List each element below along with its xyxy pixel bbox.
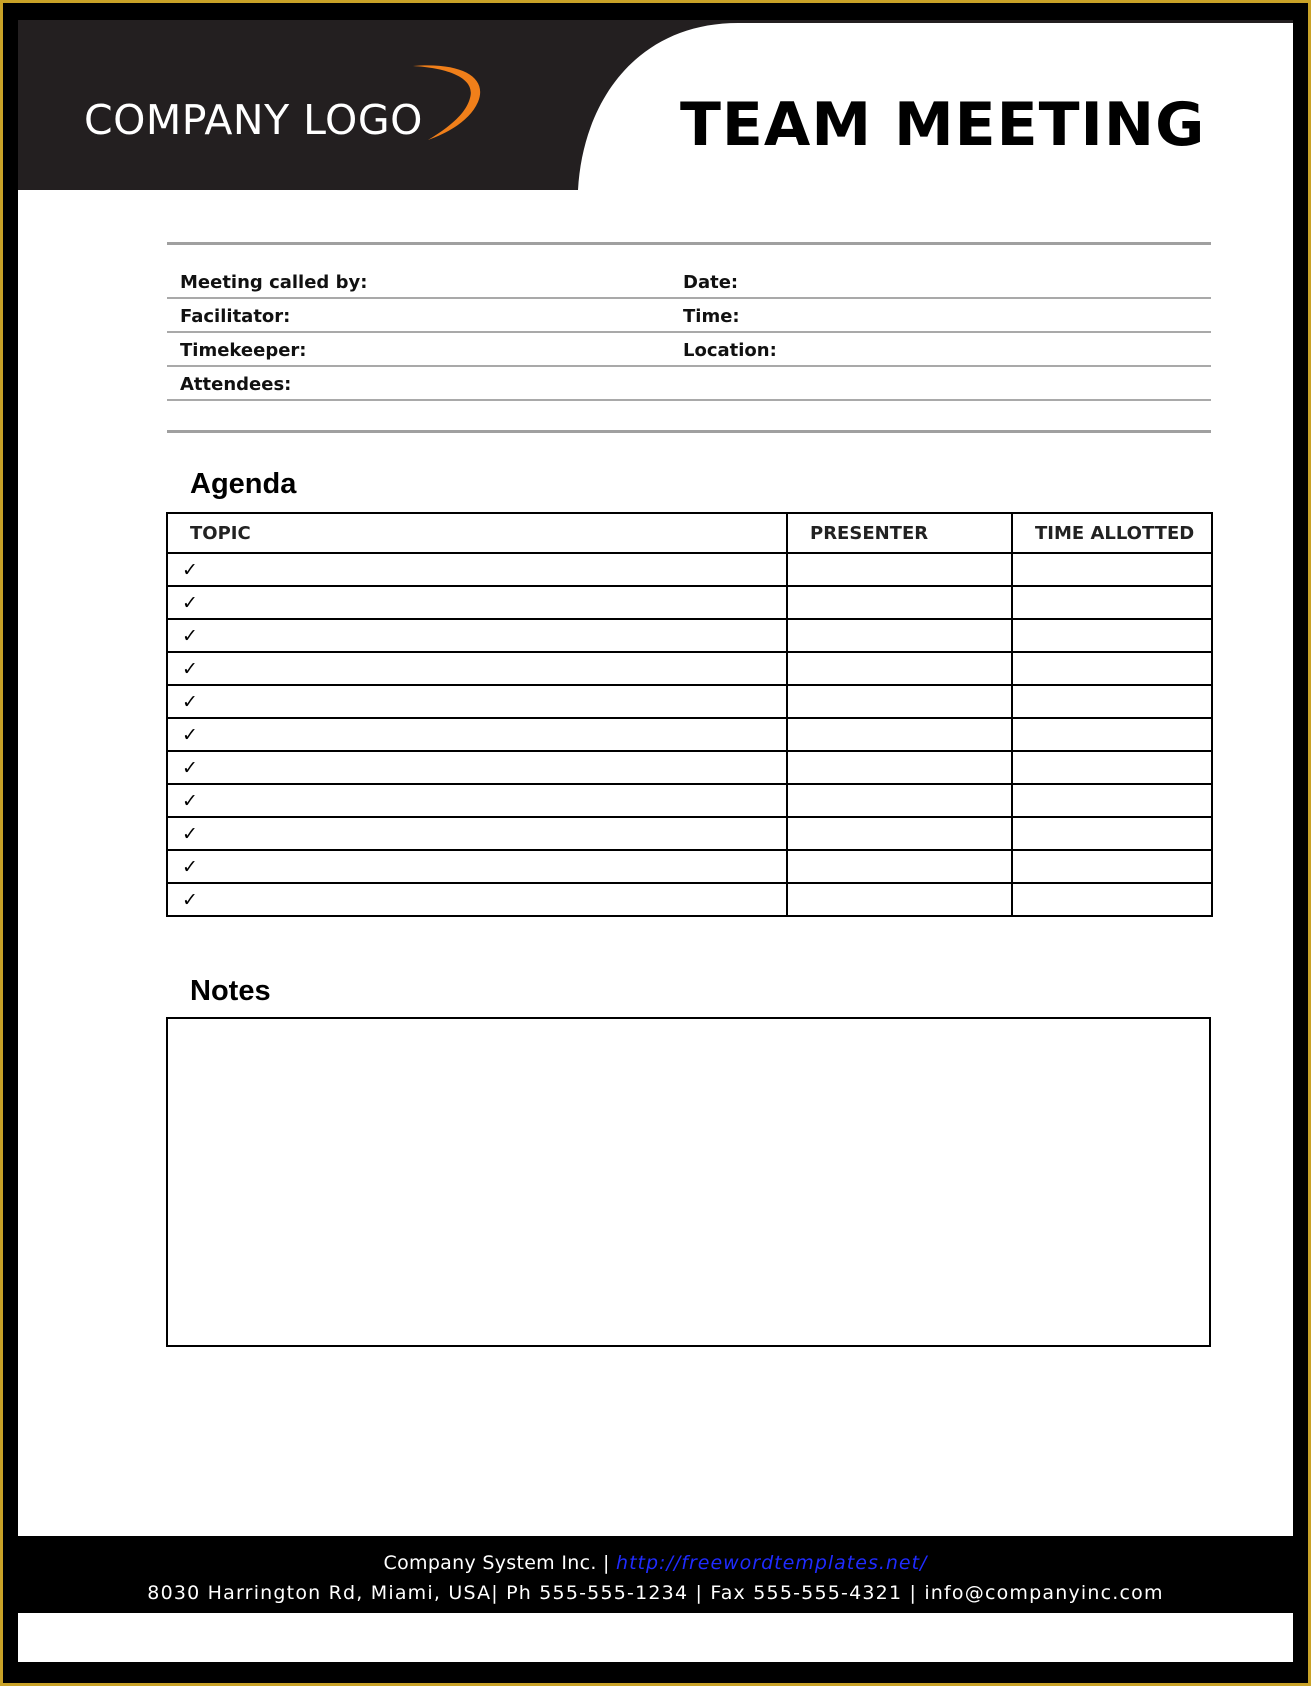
agenda-time-cell[interactable]: [1012, 718, 1212, 751]
notes-title: Notes: [190, 975, 271, 1007]
date-label: Date:: [683, 272, 739, 293]
column-header-time-allotted: TIME ALLOTTED: [1012, 513, 1212, 553]
check-icon: ✓: [182, 723, 198, 746]
agenda-presenter-cell[interactable]: [787, 586, 1012, 619]
footer-company-line: [18, 1552, 1293, 1574]
agenda-topic-cell[interactable]: [167, 685, 787, 718]
agenda-presenter-cell[interactable]: [787, 883, 1012, 916]
page-title: TEAM MEETING: [680, 90, 1206, 160]
agenda-row: [167, 883, 1212, 916]
agenda-row: [167, 718, 1212, 751]
agenda-presenter-cell[interactable]: [787, 685, 1012, 718]
facilitator-label: Facilitator:: [180, 306, 291, 327]
check-icon: ✓: [182, 624, 198, 647]
called-by-label: Meeting called by:: [180, 272, 368, 293]
agenda-topic-cell[interactable]: [167, 718, 787, 751]
agenda-presenter-cell[interactable]: [787, 718, 1012, 751]
agenda-time-cell[interactable]: [1012, 883, 1212, 916]
footer-link[interactable]: http://freewordtemplates.net/: [616, 1552, 928, 1574]
agenda-row: [167, 817, 1212, 850]
check-icon: ✓: [182, 591, 198, 614]
notes-area[interactable]: [166, 1017, 1211, 1347]
check-icon: ✓: [182, 657, 198, 680]
agenda-topic-cell[interactable]: [167, 751, 787, 784]
agenda-time-cell[interactable]: [1012, 817, 1212, 850]
agenda-row: [167, 685, 1212, 718]
agenda-time-cell[interactable]: [1012, 685, 1212, 718]
footer-company: Company System Inc. |: [383, 1552, 617, 1574]
agenda-time-cell[interactable]: [1012, 784, 1212, 817]
check-icon: ✓: [182, 888, 198, 911]
column-header-topic: TOPIC: [167, 513, 787, 553]
agenda-row: [167, 619, 1212, 652]
agenda-header-row: [167, 513, 1212, 553]
info-row: [167, 299, 1211, 333]
agenda-row: [167, 586, 1212, 619]
agenda-topic-cell[interactable]: [167, 883, 787, 916]
agenda-topic-cell[interactable]: [167, 850, 787, 883]
check-icon: ✓: [182, 558, 198, 581]
agenda-time-cell[interactable]: [1012, 553, 1212, 586]
agenda-topic-cell[interactable]: [167, 586, 787, 619]
agenda-presenter-cell[interactable]: [787, 652, 1012, 685]
info-row: [167, 367, 1211, 401]
agenda-presenter-cell[interactable]: [787, 817, 1012, 850]
agenda-time-cell[interactable]: [1012, 652, 1212, 685]
column-header-presenter: PRESENTER: [787, 513, 1012, 553]
agenda-time-cell[interactable]: [1012, 850, 1212, 883]
agenda-title: Agenda: [190, 468, 297, 500]
agenda-presenter-cell[interactable]: [787, 751, 1012, 784]
company-logo-text: COMPANY LOGO: [84, 96, 423, 144]
agenda-topic-cell[interactable]: [167, 784, 787, 817]
agenda-row: [167, 850, 1212, 883]
agenda-topic-cell[interactable]: [167, 619, 787, 652]
agenda-topic-cell[interactable]: [167, 817, 787, 850]
agenda-topic-cell[interactable]: [167, 553, 787, 586]
info-row: [167, 245, 1211, 299]
agenda-time-cell[interactable]: [1012, 751, 1212, 784]
agenda-presenter-cell[interactable]: [787, 850, 1012, 883]
agenda-row: [167, 652, 1212, 685]
agenda-topic-cell[interactable]: [167, 652, 787, 685]
footer-contact: 8030 Harrington Rd, Miami, USA| Ph 555-555-1234 | Fax 555-555-4321 | info@companyinc.com: [147, 1582, 1164, 1604]
time-label: Time:: [683, 306, 740, 327]
check-icon: ✓: [182, 822, 198, 845]
agenda-presenter-cell[interactable]: [787, 553, 1012, 586]
agenda-table: [166, 512, 1213, 917]
agenda-row: [167, 784, 1212, 817]
agenda-time-cell[interactable]: [1012, 586, 1212, 619]
check-icon: ✓: [182, 690, 198, 713]
attendees-extra-line: [167, 401, 1211, 433]
info-row: [167, 333, 1211, 367]
location-label: Location:: [683, 340, 777, 361]
check-icon: ✓: [182, 789, 198, 812]
agenda-row: [167, 553, 1212, 586]
bottom-strip: [18, 1613, 1293, 1662]
timekeeper-label: Timekeeper:: [180, 340, 307, 361]
footer: [18, 1536, 1293, 1613]
check-icon: ✓: [182, 756, 198, 779]
agenda-presenter-cell[interactable]: [787, 784, 1012, 817]
attendees-label: Attendees:: [180, 374, 292, 395]
agenda-presenter-cell[interactable]: [787, 619, 1012, 652]
agenda-time-cell[interactable]: [1012, 619, 1212, 652]
meeting-info: [167, 242, 1211, 433]
agenda-row: [167, 751, 1212, 784]
check-icon: ✓: [182, 855, 198, 878]
